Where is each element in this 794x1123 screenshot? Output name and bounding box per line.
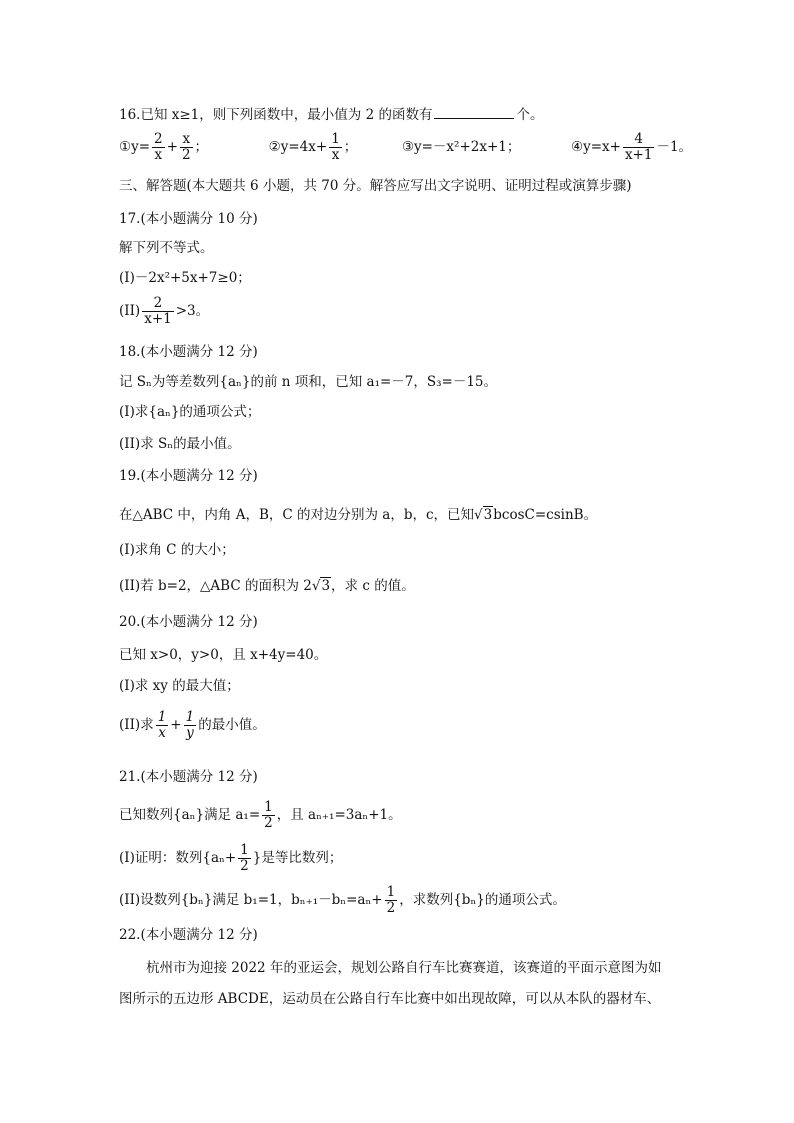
fraction: [156, 710, 169, 741]
q21-intro-end: ，且 aₙ₊₁=3aₙ+1。: [276, 807, 402, 823]
fraction: [152, 132, 165, 163]
q21-part1-text: (I)证明：数列{aₙ+: [119, 850, 237, 866]
numerator: 2: [142, 296, 174, 312]
denominator: x: [154, 147, 163, 163]
numerator: 1: [157, 709, 167, 725]
q21-intro: [119, 800, 402, 831]
q21-part2-text: (II)设数列{bₙ}满足 b₁=1，bₙ₊₁－bₙ=aₙ+: [119, 892, 383, 908]
section-3-heading: 三、解答题(本大题共 6 小题，共 70 分。解答应写出文字说明、证明过程或演算步骤): [119, 178, 632, 194]
option-3: ③y=－x²+2x+1；: [401, 139, 521, 155]
q19-title: 19.(本小题满分 12 分): [119, 468, 258, 484]
option-2-label: ②y=4x+: [268, 139, 328, 155]
option-1-end: ；: [194, 139, 209, 155]
q18-intro: 记 Sₙ为等差数列{aₙ}的前 n 项和，已知 a₁=－7，S₃=－15。: [119, 374, 498, 390]
q19-part2-text: (II)若 b=2，△ABC 的面积为 2: [119, 578, 312, 594]
q19-intro: [119, 505, 597, 525]
denominator: 2: [181, 147, 191, 163]
plus-sign: +: [170, 717, 182, 733]
radicand: 3: [483, 507, 493, 523]
numerator: 1: [331, 131, 340, 147]
denominator: 2: [240, 858, 249, 874]
numerator: 2: [154, 131, 163, 147]
option-2-end: ；: [343, 139, 358, 155]
option-4-label: ④y=x+: [570, 139, 621, 155]
answer-blank[interactable]: [434, 104, 514, 119]
denominator: y: [186, 725, 194, 741]
numerator: 1: [386, 884, 396, 900]
q20-intro: 已知 x>0，y>0，且 x+4y=40。: [119, 647, 328, 663]
q16-stem-text: 16.已知 x≥1，则下列函数中，最小值为 2 的函数有: [119, 107, 433, 123]
numerator: 1: [185, 709, 195, 725]
denominator: x+1: [144, 311, 172, 327]
q17-part2: [119, 296, 209, 327]
q19-part2-end: ，求 c 的值。: [331, 578, 415, 594]
radicand: 3: [321, 578, 331, 594]
q21-intro-text: 已知数列{aₙ}满足 a₁=: [119, 807, 261, 823]
q19-intro-text: 在△ABC 中，内角 A，B，C 的对边分别为 a，b，c，已知: [119, 507, 475, 523]
q17-intro: 解下列不等式。: [119, 240, 214, 256]
q22-title: 22.(本小题满分 12 分): [119, 927, 258, 943]
q21-part1: [119, 843, 342, 874]
q17-part1: (I)－2x²+5x+7≥0；: [119, 270, 251, 286]
q20-title: 20.(本小题满分 12 分): [119, 614, 258, 630]
numerator: x: [180, 132, 193, 148]
q21-part2-end: ，求数列{bₙ}的通项公式。: [399, 892, 566, 908]
q21-part2: [119, 885, 566, 916]
fraction: [142, 296, 174, 327]
part-label: (II): [119, 303, 141, 319]
fraction: [385, 885, 398, 916]
q21-title: 21.(本小题满分 12 分): [119, 769, 258, 785]
fraction: [262, 800, 275, 831]
fraction: [329, 132, 342, 163]
q18-part1: (I)求{aₙ}的通项公式；: [119, 404, 261, 420]
option-4-end: －1。: [656, 139, 693, 155]
denominator: 2: [386, 900, 396, 916]
numerator: 1: [264, 799, 273, 815]
fraction: [238, 843, 251, 874]
q22-paragraph-line-1: 杭州市为迎接 2022 年的亚运会，规划公路自行车比赛赛道，该赛道的平面示意图为如: [146, 960, 662, 976]
denominator: x+1: [624, 147, 653, 163]
q19-intro-end: bcosC=csinB。: [493, 507, 598, 523]
q20-part2: [119, 710, 266, 741]
q16-stem: [119, 104, 543, 125]
q21-part1-end: }是等比数列；: [252, 850, 343, 866]
plus-sign: +: [166, 139, 178, 155]
q16-stem-end: 个。: [516, 107, 544, 123]
square-root: √3: [311, 578, 331, 594]
denominator: x: [331, 147, 340, 163]
q22-paragraph-line-2: 图所示的五边形 ABCDE，运动员在公路自行车比赛中如出现故障，可以从本队的器材车、: [119, 991, 661, 1007]
part-label: (II)求: [119, 717, 154, 733]
fraction: [184, 710, 197, 741]
denominator: 2: [264, 815, 273, 831]
q18-title: 18.(本小题满分 12 分): [119, 344, 258, 360]
numerator: 4: [623, 132, 655, 148]
q16-options: [119, 132, 692, 163]
square-root: √3: [474, 507, 493, 523]
q20-part2-end: 的最小值。: [198, 717, 266, 733]
option-1-label: ①y=: [119, 139, 151, 155]
q19-part2: [119, 576, 415, 596]
fraction: [180, 132, 193, 163]
fraction: [623, 132, 655, 163]
q18-part2: (II)求 Sₙ的最小值。: [119, 436, 241, 452]
q20-part1: (I)求 xy 的最大值；: [119, 678, 240, 694]
numerator: 1: [240, 842, 249, 858]
q17-title: 17.(本小题满分 10 分): [119, 211, 258, 227]
q19-part1: (I)求角 C 的大小；: [119, 542, 235, 558]
inequality-rest: >3。: [175, 303, 210, 319]
denominator: x: [158, 725, 166, 741]
